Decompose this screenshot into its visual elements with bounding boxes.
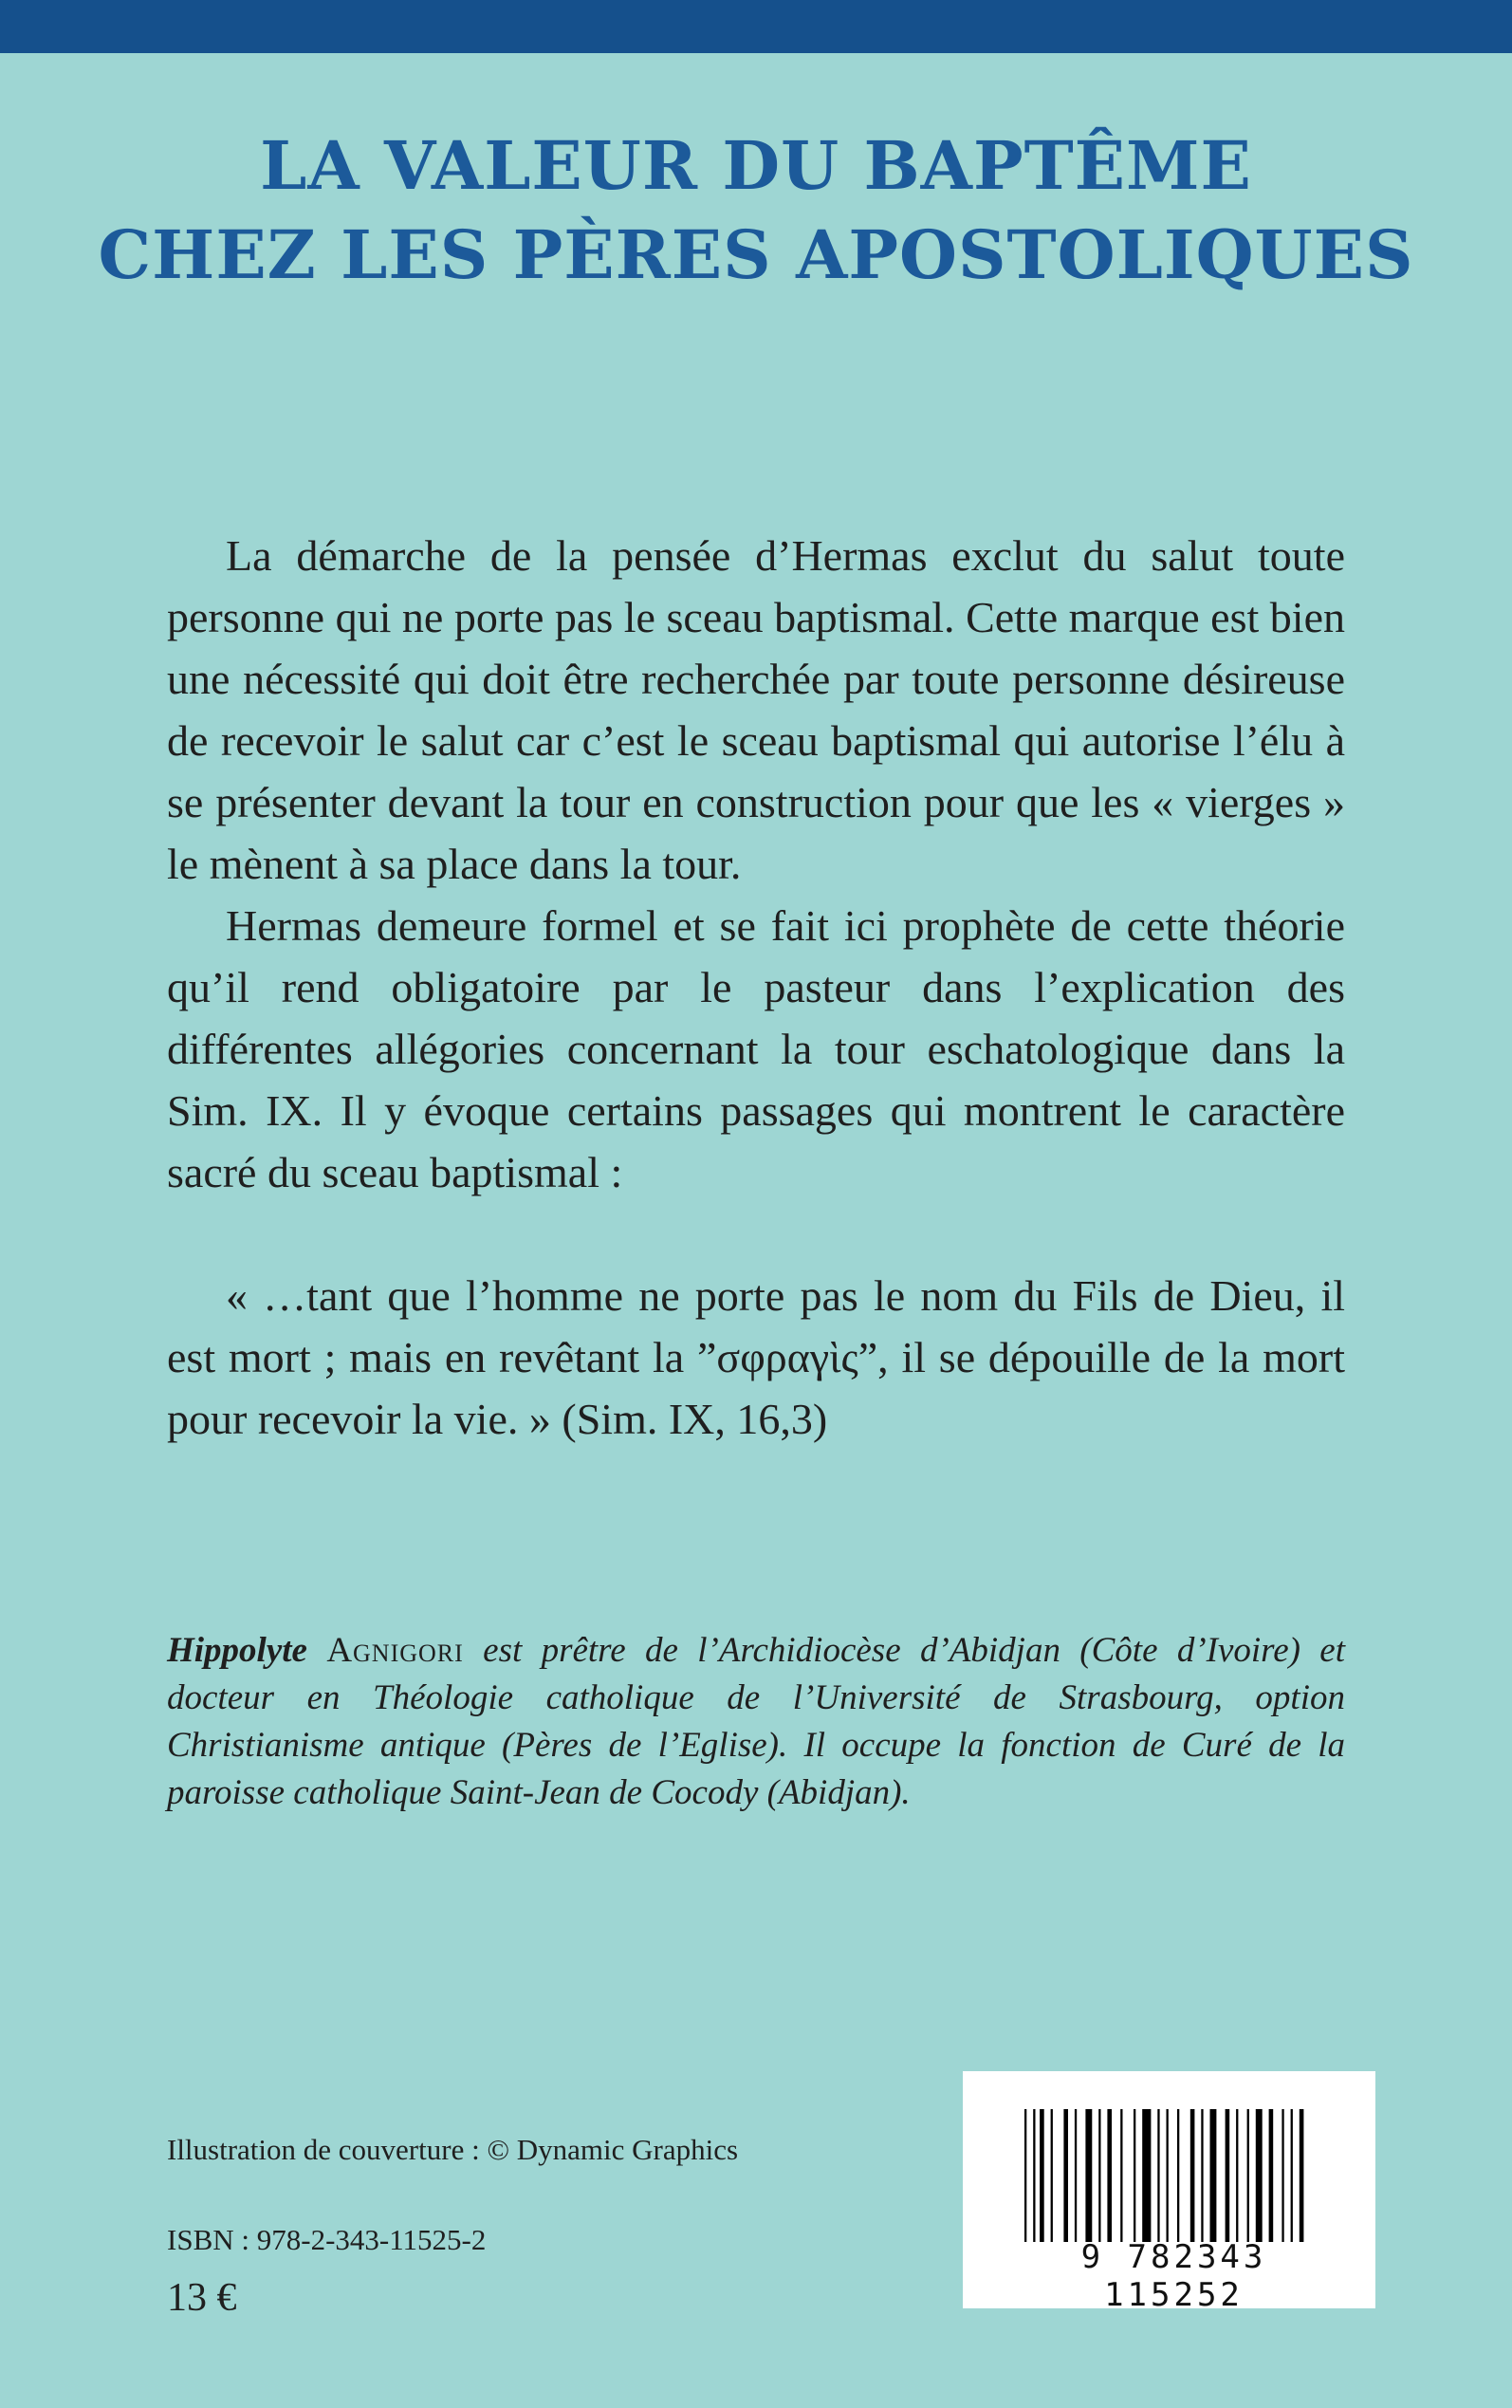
author-last-name: Agnigori [326, 1631, 464, 1670]
barcode-bar-3 [1051, 2109, 1053, 2242]
barcode-bar-4 [1063, 2109, 1068, 2242]
barcode-bar-14 [1177, 2109, 1179, 2242]
barcode-bar-21 [1256, 2109, 1263, 2242]
barcode-bar-6 [1085, 2109, 1092, 2242]
barcode-bar-16 [1201, 2109, 1203, 2242]
barcode-bar-0 [1024, 2109, 1026, 2242]
title-line-2: CHEZ LES PÈRES APOSTOLIQUES [98, 215, 1414, 294]
isbn: ISBN : 978-2-343-11525-2 [167, 2223, 487, 2256]
barcode-bar-2 [1040, 2109, 1044, 2242]
author-first-name: Hippolyte [167, 1631, 307, 1670]
barcode-bar-15 [1190, 2109, 1195, 2242]
title-line-1: LA VALEUR DU BAPTÊME [260, 126, 1252, 205]
author-bio [167, 1627, 1345, 1817]
barcode-bar-8 [1107, 2109, 1112, 2242]
price: 13 € [167, 2276, 237, 2320]
barcode-bar-10 [1134, 2109, 1135, 2242]
barcode-bar-22 [1269, 2109, 1274, 2242]
barcode-bar-5 [1075, 2109, 1077, 2242]
barcode-bar-24 [1291, 2109, 1293, 2242]
barcode-bars [1024, 2109, 1314, 2242]
barcode-bar-23 [1282, 2109, 1283, 2242]
barcode-bar-12 [1157, 2109, 1159, 2242]
blurb-paragraph-2: Hermas demeure formel et se fait ici prophète de cette théorie qu’il rend obligatoire par le pasteur dans l’explication des différentes allégories concernant la tour eschatologique dans la Sim. IX. Il y évoque certains passages qui montrent le caractère sacré du sceau baptismal : [167, 901, 1345, 1196]
barcode-bar-11 [1142, 2109, 1151, 2242]
barcode-digits: 9 782343 115252 [1080, 2238, 1267, 2314]
barcode-bar-20 [1247, 2109, 1249, 2242]
barcode-bar-1 [1033, 2109, 1035, 2242]
barcode-bar-7 [1098, 2109, 1100, 2242]
barcode-bar-19 [1236, 2109, 1238, 2242]
blurb-paragraph-1: La démarche de la pensée d’Hermas exclut du salut toute personne qui ne porte pas le sceau baptismal. Cette marque est bien une nécessité qui doit être recherchée par toute personne désireuse de recevoir le salut car c’est le sceau baptismal qui autorise l’élu à se présenter devant la tour en construction pour que les « vierges » le mènent à sa place dans la tour. [167, 531, 1345, 888]
blurb [167, 525, 1345, 1450]
barcode-bar-25 [1300, 2109, 1304, 2242]
top-color-band [0, 0, 1512, 53]
author-bio-text: est prêtre de l’Archidiocèse d’Abidjan (Côte d’Ivoire) et docteur en Théologie catholique de l’Université de Strasbourg, option Christianisme antique (Pères de l’Eglise). Il occupe la fonction de Curé de la paroisse catholique Saint-Jean de Cocody (Abidjan). [167, 1631, 1345, 1812]
blurb-quote: « …tant que l’homme ne porte pas le nom du Fils de Dieu, il est mort ; mais en revêtant la ”σφραγὶς”, il se dépouille de la mort pour recevoir la vie. » (Sim. IX, 16,3) [167, 1271, 1345, 1443]
barcode [963, 2071, 1375, 2314]
barcode-bar-17 [1210, 2109, 1217, 2242]
book-title [0, 121, 1512, 300]
barcode-bar-13 [1167, 2109, 1169, 2242]
cover-credit: Illustration de couverture : © Dynamic Graphics [167, 2133, 739, 2166]
barcode-bar-18 [1226, 2109, 1230, 2242]
barcode-bar-9 [1120, 2109, 1122, 2242]
